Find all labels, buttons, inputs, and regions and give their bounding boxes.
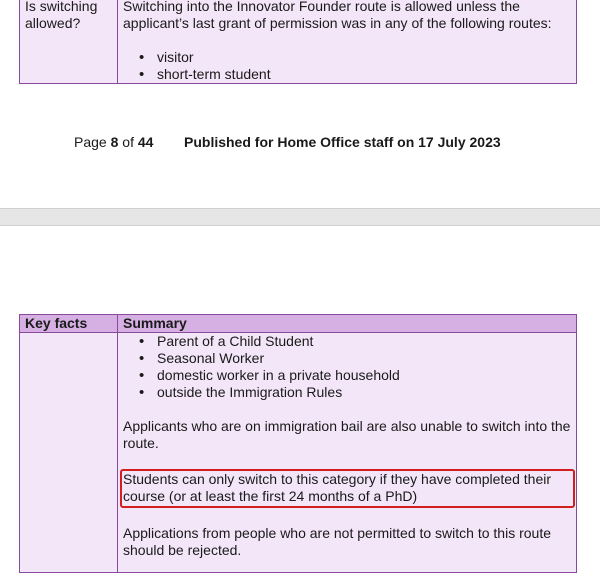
table-row	[20, 0, 577, 84]
immigration-bail-paragraph: Applicants who are on immigration bail are also unable to switch into the route.	[123, 418, 571, 451]
table-header-row	[20, 315, 577, 333]
excluded-routes-list-continued	[123, 333, 571, 401]
students-paragraph: Students can only switch to this category if they have completed their course (or at least the first 24 months of a PhD)	[123, 471, 552, 504]
row-label: Is switching allowed?	[25, 0, 98, 31]
page-separator	[0, 208, 600, 226]
key-facts-cell	[20, 333, 118, 573]
document-page-top	[0, 0, 600, 208]
header-summary: Summary	[118, 315, 577, 333]
switching-table	[19, 0, 577, 84]
switching-intro: Switching into the Innovator Founder route is allowed unless the applicant’s last grant of permission was in any of the following routes:	[123, 0, 552, 31]
list-item: • Seasonal Worker	[157, 350, 571, 367]
page-number: Page 8 of 44	[74, 134, 154, 150]
list-item: • outside the Immigration Rules	[157, 384, 571, 401]
table-row	[20, 333, 577, 573]
list-item: • visitor	[157, 49, 571, 66]
excluded-routes-list	[123, 49, 571, 83]
document-page-bottom	[0, 226, 600, 573]
row-content-cell	[118, 0, 577, 84]
header-key-facts: Key facts	[20, 315, 118, 333]
list-item: • Parent of a Child Student	[157, 333, 571, 350]
list-item: • domestic worker in a private household	[157, 367, 571, 384]
highlighted-students-paragraph	[120, 469, 575, 508]
summary-cell	[118, 333, 577, 573]
published-note: Published for Home Office staff on 17 July 2023	[184, 134, 501, 150]
key-facts-table	[19, 314, 577, 573]
row-label-cell	[20, 0, 118, 84]
rejected-paragraph: Applications from people who are not permitted to switch to this route should be rejected.	[123, 525, 551, 558]
list-item: • short-term student	[157, 66, 571, 83]
